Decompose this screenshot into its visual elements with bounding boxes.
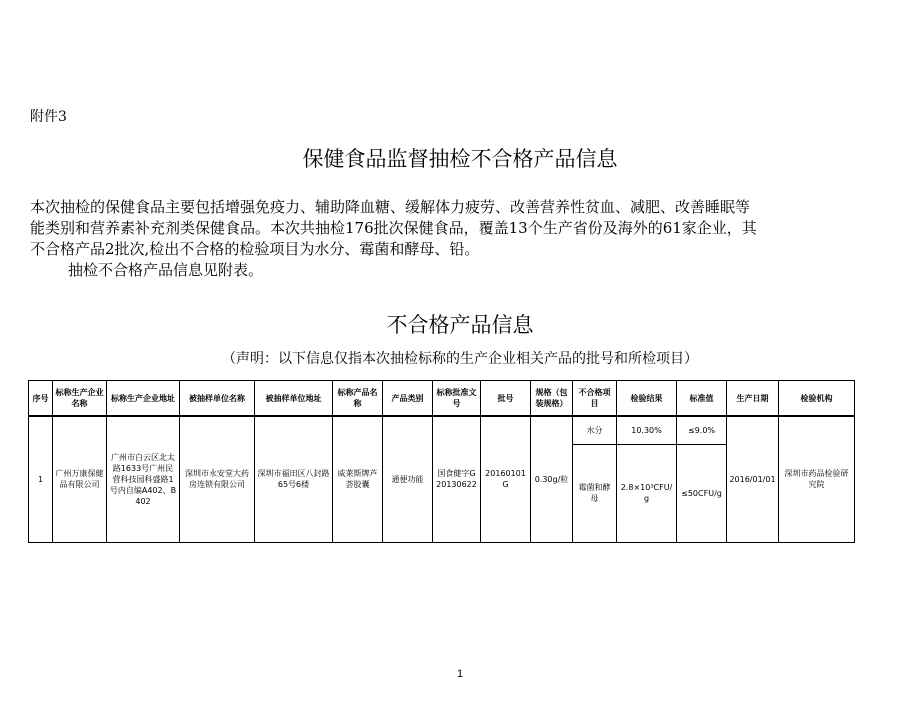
cell-result-2: 2.8×10³CFU/g [617,444,677,542]
table-title: 不合格产品信息 [386,313,534,337]
cell-sampled-unit: 深圳市永安堂大药房连锁有限公司 [180,416,255,542]
cell-production-date: 2016/01/01 [727,416,779,542]
table-row [29,416,855,444]
cell-failed-item-2: 霉菌和酵母 [573,444,617,542]
cell-sampled-address: 深圳市福田区八封路65号6楼 [255,416,333,542]
cell-product-name: 威莱斯牌芦荟胶囊 [333,416,383,542]
header-seq: 序号 [29,381,53,417]
header-manufacturer-address: 标称生产企业地址 [107,381,180,417]
header-sampled-address: 被抽样单位地址 [255,381,333,417]
header-inspection-org: 检验机构 [779,381,855,417]
header-result: 检验结果 [617,381,677,417]
cell-batch: 20160101G [481,416,531,542]
failed-products-table [28,380,855,543]
cell-result-1: 10.30% [617,416,677,444]
cell-category: 通便功能 [383,416,433,542]
cell-standard-2: ≤50CFU/g [677,444,727,542]
header-production-date: 生产日期 [727,381,779,417]
disclaimer-notice: （声明：以下信息仅指本次抽检标称的生产企业相关产品的批号和所检项目） [222,351,698,367]
cell-manufacturer-address: 广州市白云区北太路1633号广州民营科技园科盛路1号内自编A402、B402 [107,416,180,542]
intro-line-4: 抽检不合格产品信息见附表。 [68,261,264,279]
header-approval-no: 标称批准文号 [433,381,481,417]
header-sampled-unit: 被抽样单位名称 [180,381,255,417]
header-product-name: 标称产品名称 [333,381,383,417]
intro-line-2: 能类别和营养素补充剂类保健食品。本次共抽检176批次保健食品，覆盖13个生产省份及海外的61家企业，其 [30,219,757,237]
cell-manufacturer: 广州万康保健品有限公司 [53,416,107,542]
header-standard: 标准值 [677,381,727,417]
cell-inspection-org: 深圳市药品检验研究院 [779,416,855,542]
intro-paragraph [30,197,846,281]
header-batch: 批号 [481,381,531,417]
cell-seq: 1 [29,416,53,542]
header-category: 产品类别 [383,381,433,417]
intro-line-3: 不合格产品2批次,检出不合格的检验项目为水分、霉菌和酵母、铅。 [30,240,480,258]
header-failed-item: 不合格项目 [573,381,617,417]
cell-standard-1: ≤9.0% [677,416,727,444]
page-number: 1 [456,668,464,680]
cell-spec: 0.30g/粒 [531,416,573,542]
cell-failed-item-1: 水分 [573,416,617,444]
table-header-row [29,381,855,417]
cell-approval-no: 国食健字G20130622 [433,416,481,542]
header-manufacturer: 标称生产企业名称 [53,381,107,417]
attachment-label: 附件3 [30,109,67,125]
header-spec: 规格（包装规格） [531,381,573,417]
document-title: 保健食品监督抽检不合格产品信息 [302,147,618,171]
intro-line-1: 本次抽检的保健食品主要包括增强免疫力、辅助降血糖、缓解体力疲劳、改善营养性贫血、减肥、改善睡眠等 [30,198,751,216]
